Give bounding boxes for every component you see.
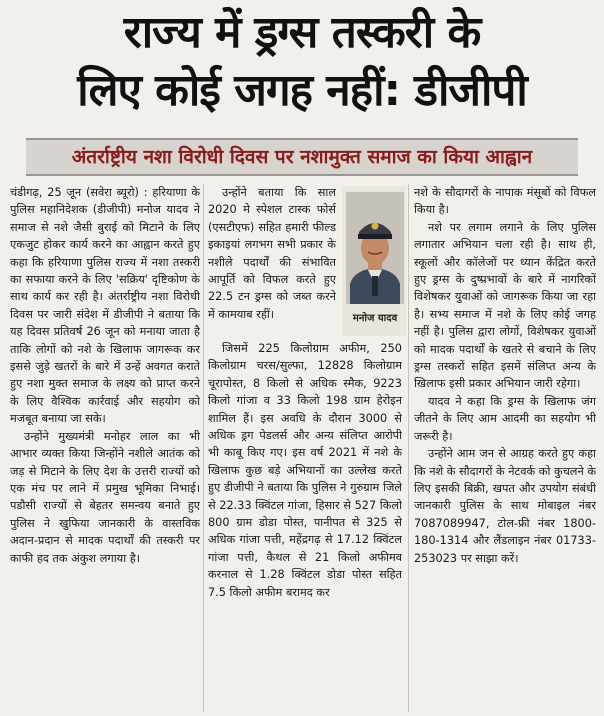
headline [0, 4, 604, 120]
article-paragraph: चंडीगढ़, 25 जून (सवेरा ब्यूरो) : हरियाणा के पुलिस महानिदेशक (डीजीपी) मनोज यादव ने समाज से नशे जैसी बुराई को मिटाने के लिए एकजुट होकर कार्य करने का आह्वान करते हुए कहा कि हरियाणा पुलिस राज्य में नशा तस्करी का सफाया करने के लिए 'सक्रिय' दृष्टिकोण के साथ कार्य कर रही है। अंतर्राष्ट्रीय नशा विरोधी दिवस पर जारी संदेश में डीजीपी ने बताया कि यह दिवस प्रतिवर्ष 26 जून को मनाया जाता है ताकि लोगों को नशे के खिलाफ जागरूक कर इससे जुड़े खतरों के बारे में उन्हें अवगत कराते हुए नशा मुक्त समाज के लक्ष्य को प्राप्त करने के लिए वैश्विक कार्रवाई और सहयोग को मजबूत बनाया जा सके। [10, 186, 200, 426]
subheadline: अंतर्राष्ट्रीय नशा विरोधी दिवस पर नशामुक्त समाज का किया आह्वान [26, 138, 578, 176]
article-column-2-bottom [208, 340, 402, 712]
article-column-2-top [208, 184, 336, 336]
column-divider [408, 184, 409, 712]
headline-line-2: लिए कोई जगह नहीं: डीजीपी [77, 65, 527, 116]
article-paragraph: जिसमें 225 किलोग्राम अफीम, 250 किलोग्राम चरस/सुल्फा, 12828 किलोग्राम चूरापोस्त, 8 किलो से अधिक स्मैक, 9223 किलो गांजा व 33 किलो 198 ग्राम हेरोइन शामिल हैं। इस अवधि के दौरान 3000 से अधिक ड्रग पेडलर्स और अन्य संलिप्त आरोपी भी काबू किए गए। इस वर्ष 2021 में नशे के खिलाफ कुछ बड़े अभियानों का उल्लेख करते हुए डीजीपी ने बताया कि पुलिस ने गुरुग्राम जिले से 22.33 क्विंटल गांजा, हिसार से 527 किलो 800 ग्राम डोडा पोस्त, पानीपत से 325 से अधिक गांजा पत्ती, महेंद्रगढ़ से 17.12 क्विंटल गांजा पत्ती, कैथल से 21 किलो अफीमव करनाल से 1.28 क्विंटल डोडा पोस्त सहित 7.5 किलो अफीम बरामद कर [208, 342, 402, 599]
article-paragraph: उन्होंने बताया कि साल 2020 मे स्पेशल टास्क फोर्स (एसटीएफ) सहित हमारी फील्ड इकाइयां लगभग सभी प्रकार के नशीले पदार्थों की संभावित आपूर्ति को विफल करते हुए 22.5 टन ड्रग्स को जब्त करने में कामयाब रहीं। [208, 186, 336, 321]
article-paragraph: नशे के सौदागरों के नापाक मंसूबों को विफल किया है। [414, 186, 596, 217]
column-divider [203, 184, 204, 712]
article-paragraph: यादव ने कहा कि ड्रग्स के खिलाफ जंग जीतने के लिए आम आदमी का सहयोग भी जरूरी है। [414, 394, 596, 443]
article-column-1 [10, 184, 200, 712]
article-paragraph: उन्होंने मुख्यमंत्री मनोहर लाल का भी आभार व्यक्त किया जिन्होंने नशीले आतंक को जड़ से मिटाने के लिए देश के उत्तरी राज्यों को एक मंच पर लाने में प्रमुख भूमिका निभाई। पडौसी राज्यों से बेहतर समन्वय बनाते हुए पुलिस ने खुफिया जानकारी के वास्तविक अदान-प्रदान से मादक पदार्थों की तस्करी पर काफी हद तक अंकुश लगाया है। [10, 429, 200, 565]
portrait-image [346, 192, 404, 304]
dgp-photo [342, 186, 406, 336]
article-column-3 [414, 184, 596, 712]
photo-caption: मनोज यादव [352, 313, 398, 324]
article-paragraph: नशे पर लगाम लगाने के लिए पुलिस लगातार अभियान चला रही है। साथ ही, स्कूलों और कॉलेजों पर ध्यान केंद्रित करते हुए ड्रग्स के दुष्प्रभावों के बारे में नागरिकों विशेषकर युवाओं को जागरूक किया जा रहा है। सभ्य समाज में नशे के लिए कोई जगह नहीं है। पुलिस द्वारा लोगों, विशेषकर युवाओं को मादक पदार्थों के खतरे से बचाने के लिए ड्रग्स तस्करों सहित इसमें संलिप्त अन्य के खिलाफ इसी प्रकार अभियान जारी रहेगा। [414, 220, 596, 391]
article-paragraph: उन्होंने आम जन से आग्रह करते हुए कहा कि नशे के सौदागरों के नेटवर्क को कुचलने के लिए इसकी बिक्री, खपत और उपयोग संबंधी जानकारी पुलिस के साथ मोबाइल नंबर 7087089947, टोल-फ्री नंबर 1800-180-1314 और लैंडलाइन नंबर 01733-253023 पर साझा करें। [414, 447, 596, 565]
headline-line-1: राज्य में ड्रग्स तस्करी के [123, 7, 481, 58]
